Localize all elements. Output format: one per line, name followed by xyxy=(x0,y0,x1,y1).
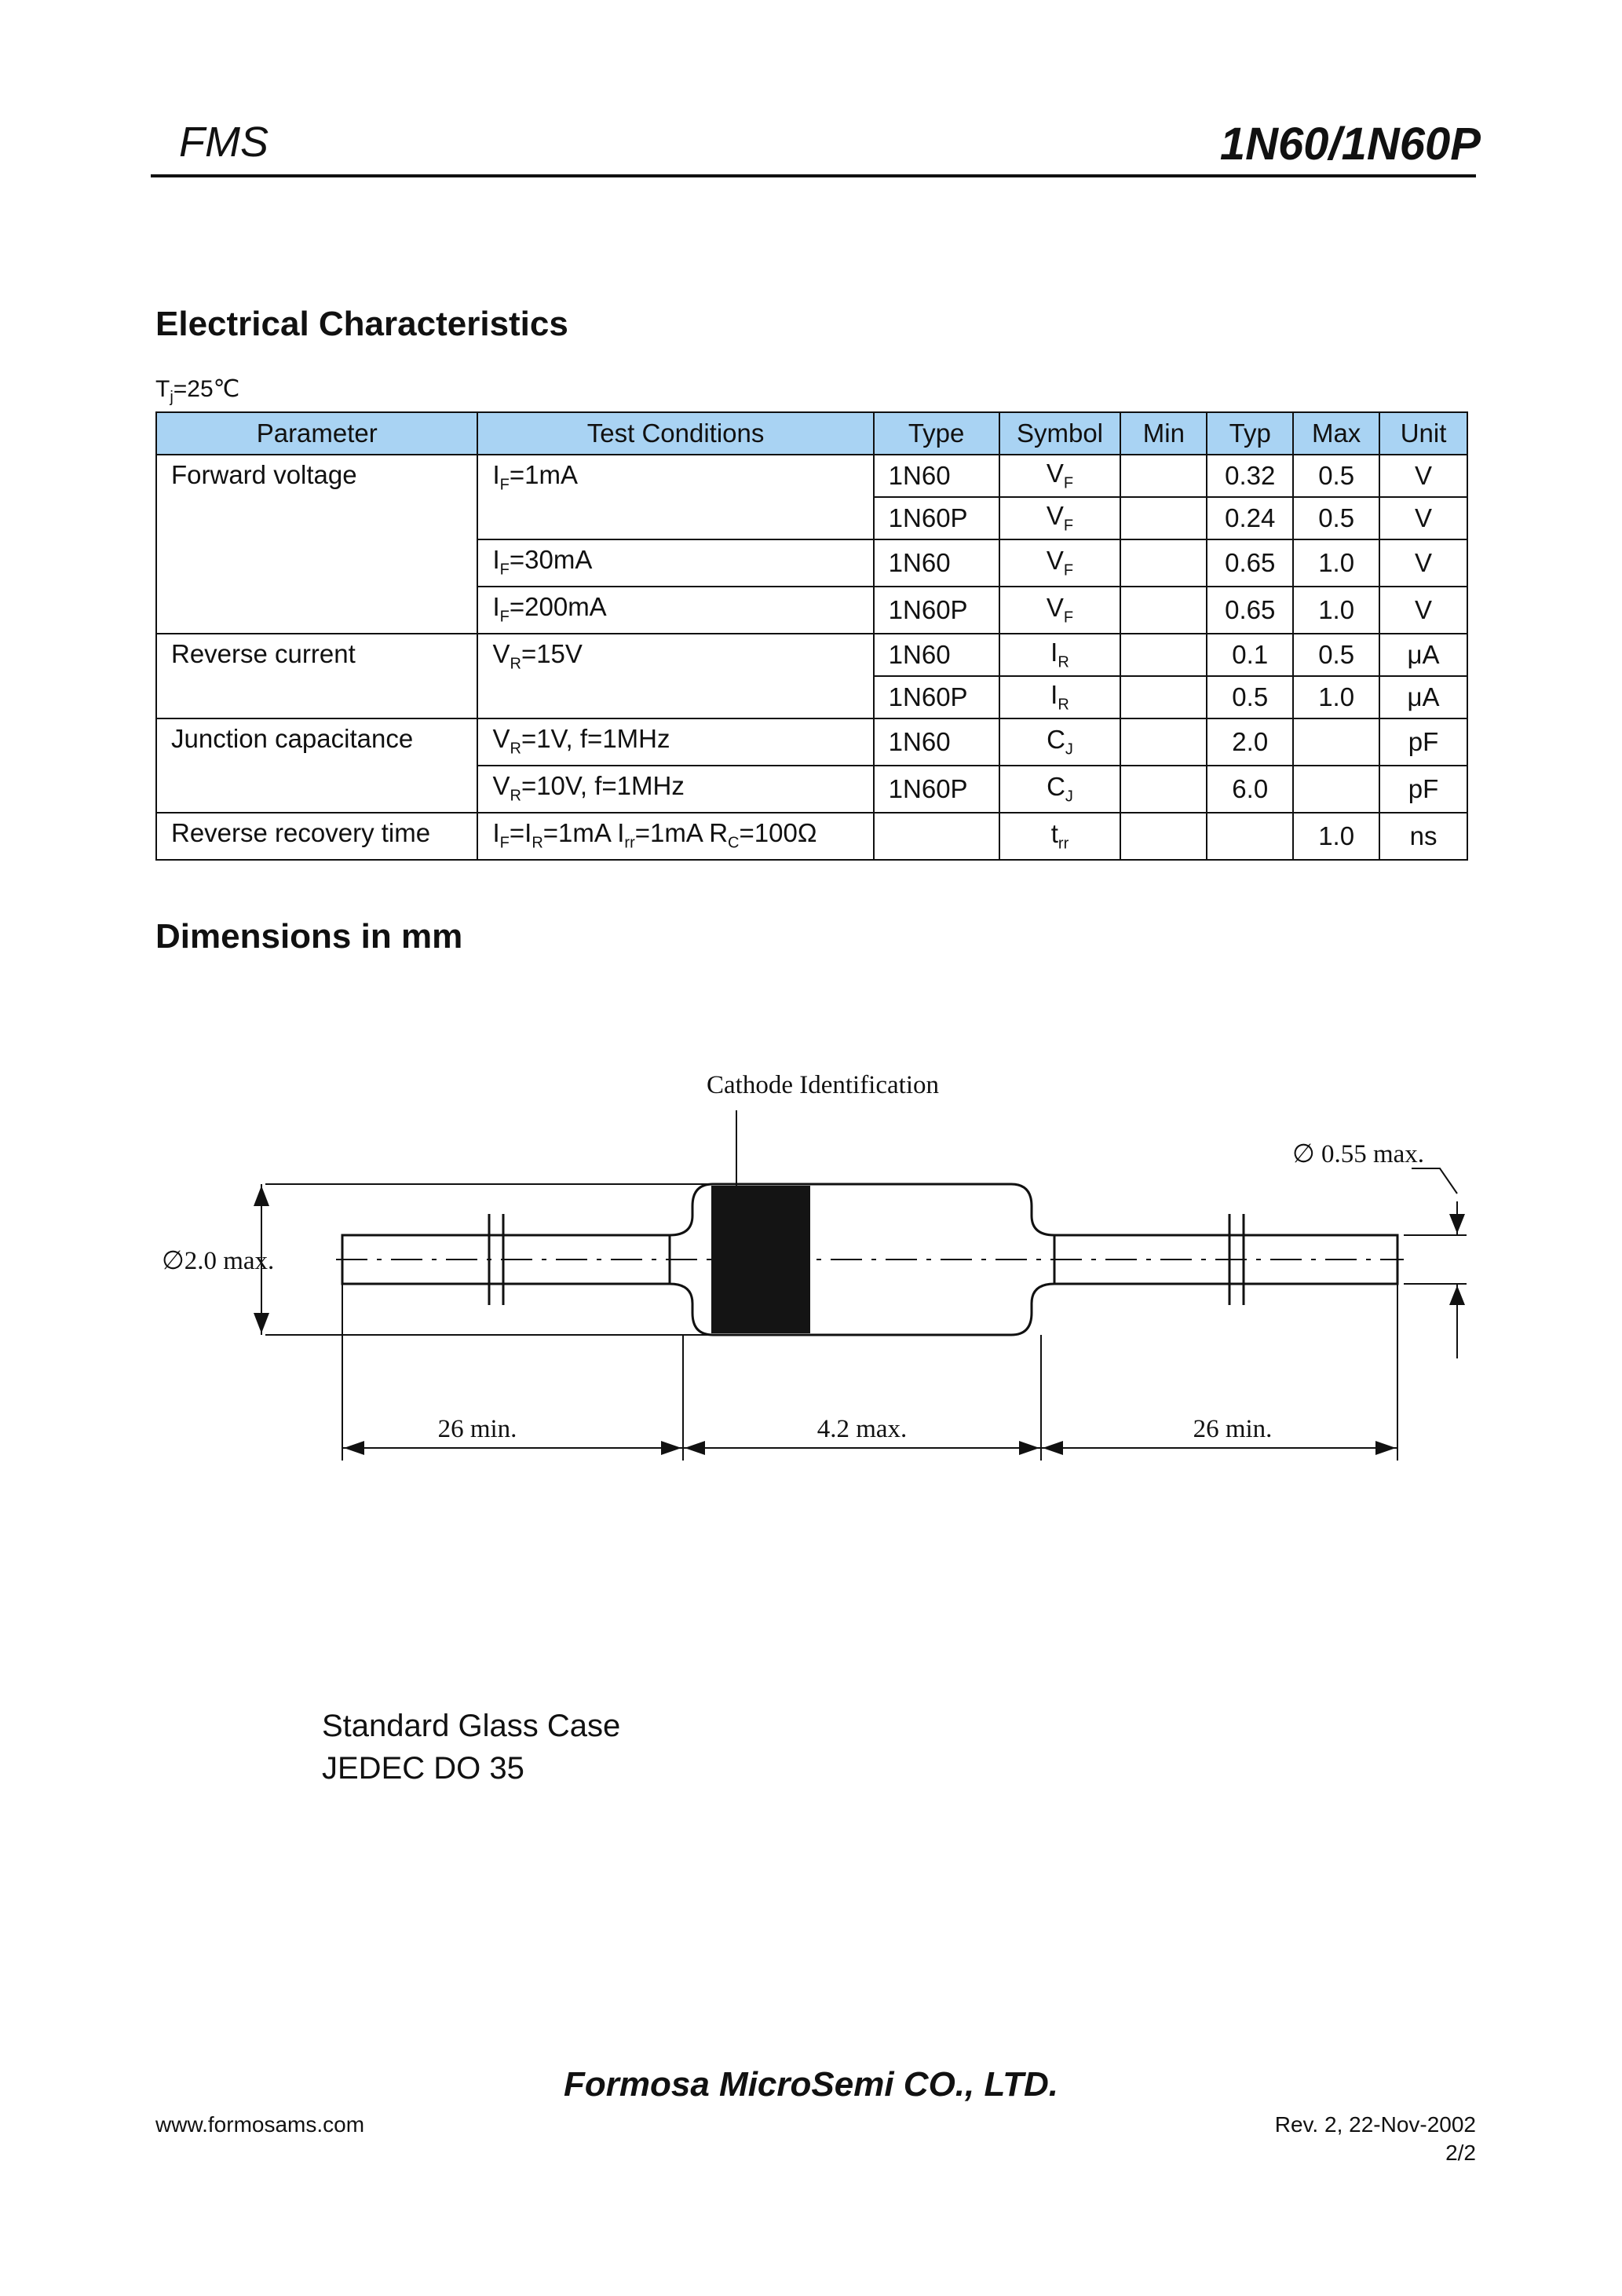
lead-diameter-leader xyxy=(1412,1168,1457,1194)
min-cell xyxy=(1120,497,1207,539)
unit-cell: pF xyxy=(1379,718,1467,766)
table-row xyxy=(156,455,1467,497)
unit-cell: μA xyxy=(1379,676,1467,718)
cond-cell: $I_F=1mA$ xyxy=(477,455,873,539)
min-cell xyxy=(1120,634,1207,676)
arrowhead xyxy=(1449,1214,1465,1234)
typ-cell: 0.65 xyxy=(1207,539,1293,587)
symbol-cell: $V_F$ xyxy=(999,497,1121,539)
left-lead-length-label: 26 min. xyxy=(437,1415,517,1443)
unit-cell: V xyxy=(1379,539,1467,587)
cond-cell: $V_R=15V$ xyxy=(477,634,873,718)
type-cell: 1N60 xyxy=(874,718,999,766)
max-cell xyxy=(1293,718,1379,766)
arrowhead xyxy=(685,1441,705,1455)
cathode-label: Cathode Identification xyxy=(707,1071,939,1099)
col-header: Symbol xyxy=(999,412,1121,455)
param-cell: Reverse current xyxy=(156,634,477,718)
type-cell: 1N60P xyxy=(874,676,999,718)
section-title-dimensions: Dimensions in mm xyxy=(155,917,463,956)
package-jedec: JEDEC DO 35 xyxy=(322,1751,524,1786)
arrowhead xyxy=(661,1441,681,1455)
typ-cell: 0.24 xyxy=(1207,497,1293,539)
symbol-cell: $I_R$ xyxy=(999,634,1121,676)
type-cell: 1N60P xyxy=(874,497,999,539)
unit-cell: pF xyxy=(1379,766,1467,813)
col-header: Test Conditions xyxy=(477,412,873,455)
max-cell: 0.5 xyxy=(1293,634,1379,676)
arrowhead xyxy=(1375,1441,1396,1455)
type-cell: 1N60P xyxy=(874,587,999,634)
param-cell: Junction capacitance xyxy=(156,718,477,813)
max-cell xyxy=(1293,766,1379,813)
symbol-cell: $C_J$ xyxy=(999,766,1121,813)
arrowhead xyxy=(1449,1285,1465,1305)
arrowhead xyxy=(344,1441,364,1455)
footer-revision: Rev. 2, 22-Nov-2002 xyxy=(1274,2112,1476,2137)
min-cell xyxy=(1120,718,1207,766)
min-cell xyxy=(1120,587,1207,634)
header-brand: FMS xyxy=(179,119,269,166)
unit-cell: V xyxy=(1379,587,1467,634)
table-row xyxy=(156,813,1467,860)
typ-cell: 6.0 xyxy=(1207,766,1293,813)
min-cell xyxy=(1120,676,1207,718)
table-row xyxy=(156,634,1467,676)
package-outline-drawing xyxy=(155,1044,1490,1484)
symbol-cell: $I_R$ xyxy=(999,676,1121,718)
arrowhead xyxy=(254,1186,269,1206)
max-cell: 1.0 xyxy=(1293,813,1379,860)
param-cell: Forward voltage xyxy=(156,455,477,634)
unit-cell: ns xyxy=(1379,813,1467,860)
unit-cell: V xyxy=(1379,455,1467,497)
typ-cell: 0.65 xyxy=(1207,587,1293,634)
col-header: Unit xyxy=(1379,412,1467,455)
type-cell: 1N60 xyxy=(874,634,999,676)
arrowhead xyxy=(1019,1441,1039,1455)
max-cell: 0.5 xyxy=(1293,497,1379,539)
body-diameter-label: ∅2.0 max. xyxy=(162,1247,275,1275)
col-header: Min xyxy=(1120,412,1207,455)
typ-cell xyxy=(1207,813,1293,860)
col-header: Typ xyxy=(1207,412,1293,455)
max-cell: 1.0 xyxy=(1293,587,1379,634)
typ-cell: 0.5 xyxy=(1207,676,1293,718)
cond-cell: $V_R=1V$, f=1MHz xyxy=(477,718,873,766)
symbol-cell: $t_{rr}$ xyxy=(999,813,1121,860)
table-row xyxy=(156,718,1467,766)
min-cell xyxy=(1120,813,1207,860)
max-cell: 1.0 xyxy=(1293,539,1379,587)
unit-cell: μA xyxy=(1379,634,1467,676)
cond-cell: $I_F=I_R=1mA$ $I_{rr}=1mA$ $R_C=100\Omega$ xyxy=(477,813,873,860)
section-title-electrical: Electrical Characteristics xyxy=(155,305,568,343)
unit-cell: V xyxy=(1379,497,1467,539)
package-case: Standard Glass Case xyxy=(322,1709,621,1743)
cond-cell: $V_R=10V$, f=1MHz xyxy=(477,766,873,813)
footer-company: Formosa MicroSemi CO., LTD. xyxy=(564,2065,1058,2104)
cond-cell: $I_F=30mA$ xyxy=(477,539,873,587)
param-cell: Reverse recovery time xyxy=(156,813,477,860)
electrical-table xyxy=(155,411,1468,861)
table-header-row xyxy=(156,412,1467,455)
col-header: Max xyxy=(1293,412,1379,455)
body-length-label: 4.2 max. xyxy=(816,1415,908,1443)
symbol-cell: $V_F$ xyxy=(999,587,1121,634)
max-cell: 0.5 xyxy=(1293,455,1379,497)
lead-diameter-label: ∅ 0.55 max. xyxy=(1292,1140,1425,1168)
type-cell xyxy=(874,813,999,860)
typ-cell: 2.0 xyxy=(1207,718,1293,766)
arrowhead xyxy=(254,1313,269,1333)
cond-cell: $I_F=200mA$ xyxy=(477,587,873,634)
test-condition: $T_j=25℃$ xyxy=(155,376,240,406)
min-cell xyxy=(1120,539,1207,587)
min-cell xyxy=(1120,766,1207,813)
col-header: Type xyxy=(874,412,999,455)
min-cell xyxy=(1120,455,1207,497)
max-cell: 1.0 xyxy=(1293,676,1379,718)
right-lead-length-label: 26 min. xyxy=(1193,1415,1273,1443)
header-part-number: 1N60/1N60P xyxy=(1219,119,1481,170)
symbol-cell: $V_F$ xyxy=(999,455,1121,497)
footer-url[interactable]: www.formosams.com xyxy=(155,2112,365,2137)
symbol-cell: $C_J$ xyxy=(999,718,1121,766)
footer-page-number: 2/2 xyxy=(1445,2141,1476,2165)
col-header: Parameter xyxy=(156,412,477,455)
typ-cell: 0.1 xyxy=(1207,634,1293,676)
type-cell: 1N60 xyxy=(874,539,999,587)
type-cell: 1N60P xyxy=(874,766,999,813)
symbol-cell: $V_F$ xyxy=(999,539,1121,587)
cathode-band xyxy=(711,1186,810,1333)
header-rule xyxy=(151,174,1476,177)
arrowhead xyxy=(1043,1441,1063,1455)
typ-cell: 0.32 xyxy=(1207,455,1293,497)
type-cell: 1N60 xyxy=(874,455,999,497)
